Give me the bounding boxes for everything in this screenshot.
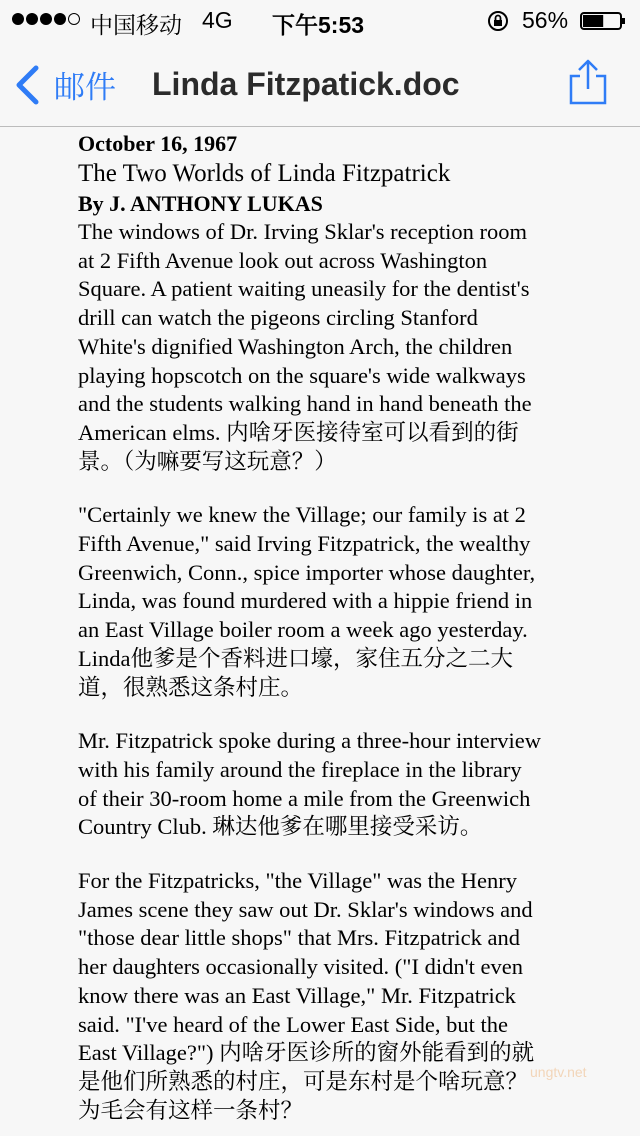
document-body bbox=[78, 218, 598, 1125]
paragraph-line: said. "I've heard of the Lower East Side, but the bbox=[78, 1011, 508, 1037]
status-time: 下午5:53 bbox=[272, 12, 365, 38]
paragraph-line: White's dignified Washington Arch, the children bbox=[78, 333, 513, 359]
paragraph-line: 道，很熟悉这条村庄。 bbox=[78, 674, 304, 700]
paragraph-line: of their 30-room home a mile from the Greenwich bbox=[78, 785, 531, 811]
paragraph-line: Mr. Fitzpatrick spoke during a three-hour interview bbox=[78, 728, 541, 754]
paragraph-line: Greenwich, Conn., spice importer whose daughter, bbox=[78, 559, 536, 585]
back-label: 邮件 bbox=[54, 70, 116, 106]
share-icon[interactable] bbox=[566, 58, 610, 106]
paragraph-line: "Certainly we knew the Village; our family is at 2 bbox=[78, 502, 526, 528]
paragraph-line: Country Club. 琳达他爹在哪里接受采访。 bbox=[78, 814, 483, 840]
navigation-bar bbox=[0, 40, 640, 127]
watermark-text: ungtv.net bbox=[530, 1064, 587, 1080]
document-byline: By J. ANTHONY LUKAS bbox=[78, 191, 323, 216]
status-bar bbox=[0, 0, 640, 40]
paragraph-line: an East Village boiler room a week ago yesterday. bbox=[78, 617, 528, 643]
paragraph-line: 是他们所熟悉的村庄，可是东村是个啥玩意？ bbox=[78, 1068, 529, 1094]
signal-strength-icon bbox=[12, 13, 80, 25]
signal-dot bbox=[26, 13, 38, 25]
paragraph-line: "those dear little shops" that Mrs. Fitzpatrick and bbox=[78, 925, 521, 951]
paragraph-line: East Village?") 内啥牙医诊所的窗外能看到的就 bbox=[78, 1040, 535, 1066]
paragraph-line: playing hopscotch on the square's wide walkways bbox=[78, 362, 526, 388]
paragraph-line: American elms. 内啥牙医接待室可以看到的街 bbox=[78, 419, 519, 445]
paragraph-line: Fifth Avenue," said Irving Fitzpatrick, the wealthy bbox=[78, 531, 531, 557]
network-type: 4G bbox=[202, 7, 233, 33]
paragraph-line: drill can watch the pigeons circling Stanford bbox=[78, 305, 478, 331]
carrier-name: 中国移动 bbox=[90, 12, 182, 38]
paragraph-line: Square. A patient waiting uneasily for the dentist's bbox=[78, 276, 530, 302]
battery-percent: 56% bbox=[522, 7, 569, 33]
paragraph-line: with his family around the fireplace in the library bbox=[78, 756, 522, 782]
document-paragraph bbox=[78, 727, 598, 842]
document-paragraph bbox=[78, 867, 598, 1125]
paragraph-line: 景。（为嘛要写这玩意？） bbox=[78, 448, 337, 474]
document-date: October 16, 1967 bbox=[78, 131, 238, 156]
signal-dot bbox=[12, 13, 24, 25]
paragraph-line: Linda, was found murdered with a hippie friend in bbox=[78, 588, 533, 614]
signal-dot bbox=[40, 13, 52, 25]
paragraph-line: and the students walking hand in hand beneath the bbox=[78, 391, 532, 417]
signal-dot bbox=[54, 13, 66, 25]
battery-icon bbox=[580, 12, 626, 30]
orientation-lock-icon bbox=[486, 9, 510, 33]
chevron-left-icon bbox=[14, 65, 40, 105]
paragraph-line: at 2 Fifth Avenue look out across Washington bbox=[78, 247, 488, 273]
paragraph-line: The windows of Dr. Irving Sklar's reception room bbox=[78, 219, 527, 244]
paragraph-line: her daughters occasionally visited. ("I didn't even bbox=[78, 954, 523, 980]
paragraph-line: know there was an East Village," Mr. Fitzpatrick bbox=[78, 982, 516, 1008]
paragraph-line: For the Fitzpatricks, "the Village" was the Henry bbox=[78, 868, 518, 894]
document-paragraph bbox=[78, 218, 598, 476]
paragraph-line: Linda他爹是个香料进口壕，家住五分之二大 bbox=[78, 645, 513, 671]
paragraph-line: James scene they saw out Dr. Sklar's windows and bbox=[78, 896, 533, 922]
back-button[interactable] bbox=[14, 62, 116, 107]
document-headline: The Two Worlds of Linda Fitzpatrick bbox=[78, 160, 451, 187]
document-paragraph bbox=[78, 501, 598, 702]
document-title: Linda Fitzpatick.doc bbox=[152, 66, 460, 102]
document-content bbox=[78, 128, 598, 1136]
paragraph-line: 为毛会有这样一条村？ bbox=[78, 1097, 304, 1123]
signal-dot bbox=[68, 13, 80, 25]
